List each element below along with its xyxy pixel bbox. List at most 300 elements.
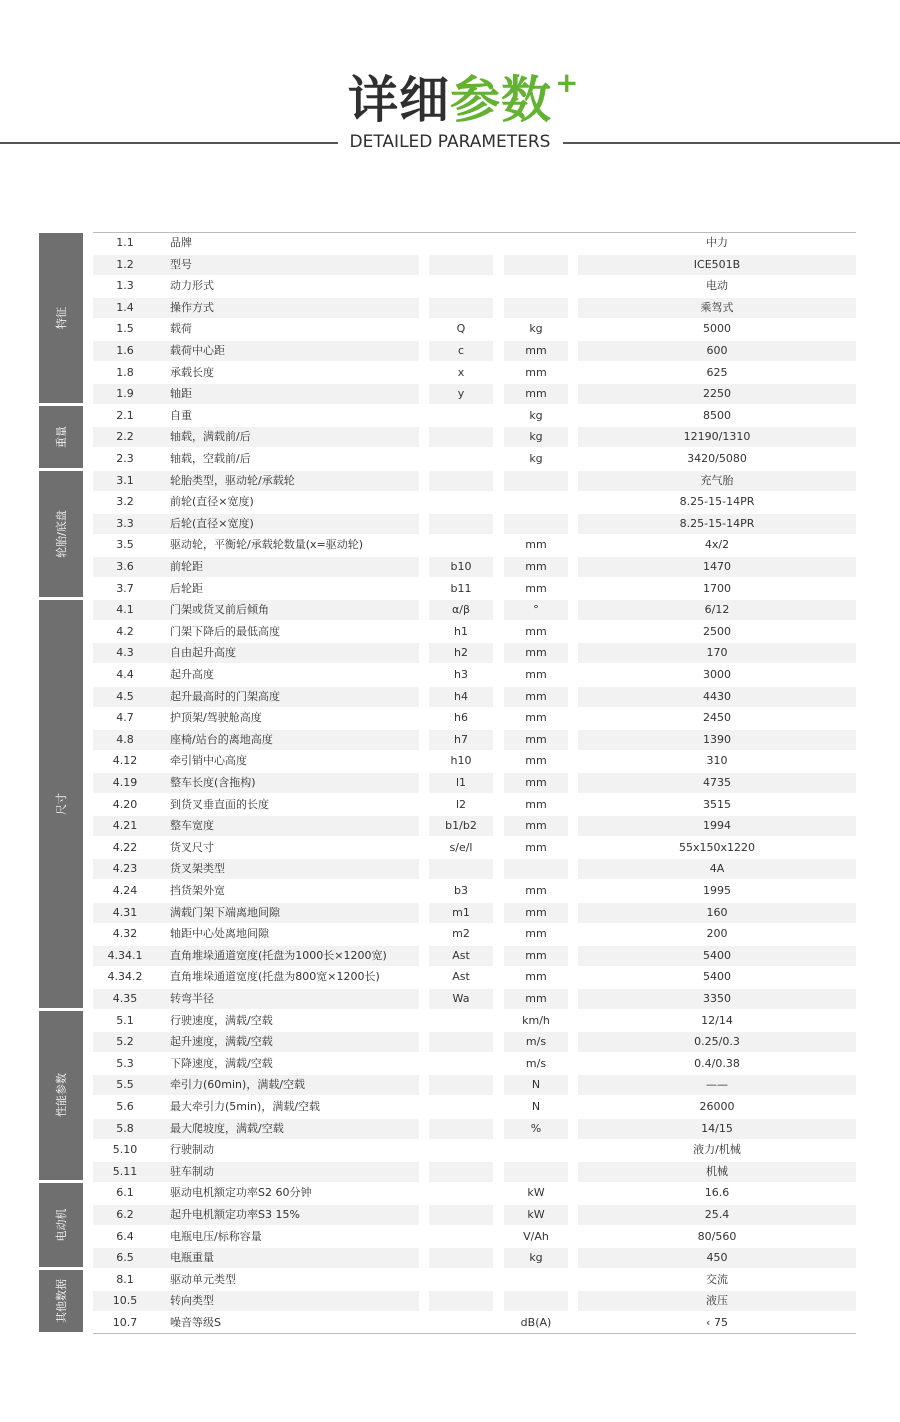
table-row <box>93 383 856 405</box>
param-unit: mm <box>525 365 547 379</box>
param-symbol: h6 <box>454 711 468 725</box>
param-name: 行驶速度，满载/空载 <box>170 1013 273 1027</box>
param-symbol <box>429 276 493 295</box>
param-name: 品牌 <box>170 236 192 249</box>
param-number: 5.10 <box>112 1143 138 1157</box>
param-value: ‹ 75 <box>706 1316 728 1329</box>
param-value: 5400 <box>703 970 731 984</box>
param-unit: kg <box>529 408 543 422</box>
param-unit: mm <box>525 711 547 725</box>
param-number: 1.5 <box>116 322 134 336</box>
table-row <box>93 750 856 772</box>
param-symbol: m2 <box>452 927 470 941</box>
group-label <box>39 471 83 598</box>
param-number: 1.9 <box>116 387 134 401</box>
title-green-part: 参数 <box>450 71 552 129</box>
param-unit <box>504 255 568 274</box>
param-symbol <box>429 1227 493 1246</box>
table-row <box>93 1139 856 1161</box>
param-unit <box>504 859 568 878</box>
param-unit: mm <box>525 776 547 789</box>
param-value: 6/12 <box>704 603 730 617</box>
param-value: 液力/机械 <box>693 1143 741 1157</box>
param-unit: N <box>531 1078 541 1092</box>
param-number: 3.5 <box>116 538 134 552</box>
param-symbol: c <box>457 344 465 357</box>
group-label <box>39 600 83 1007</box>
param-number: 5.6 <box>116 1100 134 1113</box>
param-name: 轴距中心处离地间隙 <box>170 927 269 941</box>
param-name: 牵引销中心高度 <box>170 754 247 768</box>
param-value: 14/15 <box>701 1121 733 1135</box>
param-value: 2450 <box>703 711 731 725</box>
param-name: 前轮(直径×宽度) <box>170 495 254 509</box>
param-symbol <box>429 1075 493 1094</box>
param-symbol <box>429 1011 493 1030</box>
param-unit: mm <box>525 646 547 660</box>
param-symbol: h10 <box>450 754 472 768</box>
table-row <box>93 664 856 686</box>
param-value: 2250 <box>703 387 731 401</box>
param-symbol: Ast <box>452 948 470 962</box>
param-number: 5.11 <box>112 1164 138 1178</box>
param-number: 3.2 <box>116 495 134 509</box>
param-value: 16.6 <box>704 1186 730 1200</box>
param-symbol: y <box>457 387 465 401</box>
param-name: 轴距 <box>170 387 192 401</box>
param-symbol: b10 <box>450 560 472 573</box>
table-row <box>93 1290 856 1312</box>
param-symbol <box>429 1291 493 1310</box>
plus-icon: + <box>555 66 579 99</box>
param-symbol <box>429 1054 493 1073</box>
param-number: 5.8 <box>116 1121 134 1135</box>
param-symbol: b11 <box>450 581 472 595</box>
param-value: 0.4/0.38 <box>694 1056 740 1070</box>
param-unit: m/s <box>525 1056 547 1070</box>
param-unit: mm <box>525 840 547 854</box>
param-name: 轮胎类型，驱动轮/承载轮 <box>170 473 295 487</box>
param-value: 8.25-15-14PR <box>679 516 755 530</box>
param-number: 1.3 <box>116 279 134 293</box>
param-value: 80/560 <box>697 1229 737 1243</box>
table-row <box>93 297 856 319</box>
param-symbol <box>429 1183 493 1202</box>
param-unit <box>504 1140 568 1159</box>
param-value: 中力 <box>706 236 728 249</box>
table-row <box>93 686 856 708</box>
param-symbol <box>429 1248 493 1267</box>
param-number: 2.3 <box>116 452 134 465</box>
param-value: 200 <box>706 927 728 941</box>
table-row <box>93 232 856 254</box>
param-symbol <box>429 427 493 446</box>
param-unit: mm <box>525 884 547 897</box>
param-value: 160 <box>706 905 728 919</box>
param-number: 6.2 <box>116 1208 134 1221</box>
param-value: 1470 <box>703 560 731 573</box>
param-unit: mm <box>525 992 547 1005</box>
table-row <box>93 1074 856 1096</box>
param-unit: kg <box>529 452 543 465</box>
param-unit: kW <box>527 1208 545 1221</box>
param-unit: mm <box>525 948 547 962</box>
param-unit: mm <box>525 927 547 941</box>
table-row <box>93 1010 856 1032</box>
param-value: 0.25/0.3 <box>694 1035 740 1049</box>
param-value: 1995 <box>703 884 731 897</box>
param-unit: kW <box>527 1186 545 1200</box>
param-value: 5000 <box>703 322 731 336</box>
param-symbol: h1 <box>454 624 468 638</box>
param-value: 25.4 <box>704 1208 730 1221</box>
param-name: 自由起升高度 <box>170 646 236 660</box>
param-symbol <box>429 471 493 490</box>
param-number: 4.7 <box>116 711 134 725</box>
param-number: 5.3 <box>116 1056 134 1070</box>
group-label <box>39 233 83 403</box>
param-unit <box>504 1270 568 1289</box>
param-name: 驱动电机额定功率S2 60分钟 <box>170 1186 312 1200</box>
table-row <box>93 599 856 621</box>
param-unit: m/s <box>525 1035 547 1049</box>
param-number: 4.21 <box>112 819 138 833</box>
table-row <box>93 642 856 664</box>
param-name: 转向类型 <box>170 1294 214 1308</box>
param-name: 起升电机额定功率S3 15% <box>170 1208 300 1221</box>
table-row <box>93 318 856 340</box>
table-row <box>93 1312 856 1334</box>
table-row <box>93 1182 856 1204</box>
param-unit: mm <box>525 624 547 638</box>
param-number: 5.5 <box>116 1078 134 1092</box>
table-row <box>93 426 856 448</box>
param-name: 货叉尺寸 <box>170 840 214 854</box>
param-name: 满载门架下端离地间隙 <box>170 905 280 919</box>
param-unit <box>504 1162 568 1181</box>
param-name: 转弯半径 <box>170 992 214 1005</box>
param-number: 10.5 <box>112 1294 138 1308</box>
table-row <box>93 902 856 924</box>
param-name: 行驶制动 <box>170 1143 214 1157</box>
table-bottom-border <box>93 1333 856 1334</box>
param-value: 1994 <box>703 819 731 833</box>
param-value: 12190/1310 <box>683 430 751 444</box>
param-number: 4.5 <box>116 689 134 703</box>
param-name: 电瓶重量 <box>170 1251 214 1265</box>
table-row <box>93 1053 856 1075</box>
param-number: 4.20 <box>112 797 138 811</box>
param-symbol: b1/b2 <box>445 819 477 833</box>
param-symbol: h2 <box>454 646 468 660</box>
table-row <box>93 621 856 643</box>
table-row <box>93 534 856 556</box>
param-number: 4.34.1 <box>107 948 143 962</box>
table-row <box>93 772 856 794</box>
param-number: 4.3 <box>116 646 134 660</box>
param-symbol <box>429 233 493 252</box>
group-label-text: 轮胎/底盘 <box>55 510 68 558</box>
param-symbol: l1 <box>455 776 467 789</box>
param-number: 1.8 <box>116 365 134 379</box>
param-number: 5.2 <box>116 1035 134 1049</box>
param-value: 3420/5080 <box>687 452 747 465</box>
table-row <box>93 362 856 384</box>
param-name: 操作方式 <box>170 300 214 314</box>
param-name: 自重 <box>170 408 192 422</box>
param-value: 26000 <box>699 1100 735 1113</box>
param-unit: N <box>531 1100 541 1113</box>
param-name: 驻车制动 <box>170 1164 214 1178</box>
table-row <box>93 707 856 729</box>
param-value: 电动 <box>706 279 728 293</box>
table-row <box>93 923 856 945</box>
param-value: 170 <box>706 646 728 660</box>
param-unit: mm <box>525 819 547 833</box>
param-unit: kg <box>529 1251 543 1265</box>
group-label <box>39 1183 83 1266</box>
param-unit: mm <box>525 668 547 681</box>
param-value: 5400 <box>703 948 731 962</box>
param-name: 直角堆垛通道宽度(托盘为1000长×1200宽) <box>170 948 387 962</box>
param-value: 4430 <box>703 689 731 703</box>
param-unit: dB(A) <box>520 1316 552 1329</box>
table-row <box>93 858 856 880</box>
param-value: 4x/2 <box>704 538 730 552</box>
param-value: 8.25-15-14PR <box>679 495 755 509</box>
param-number: 10.7 <box>112 1316 138 1329</box>
param-number: 4.31 <box>112 905 138 919</box>
param-number: 4.8 <box>116 732 134 746</box>
param-name: 电瓶电压/标称容量 <box>170 1229 262 1243</box>
param-value: 12/14 <box>701 1013 733 1027</box>
param-unit: V/Ah <box>523 1229 549 1243</box>
table-row <box>93 1118 856 1140</box>
table-row <box>93 1226 856 1248</box>
param-symbol <box>429 1313 493 1332</box>
param-name: 门架下降后的最低高度 <box>170 624 280 638</box>
param-number: 4.12 <box>112 754 138 768</box>
param-value: 310 <box>706 754 728 768</box>
param-symbol <box>429 255 493 274</box>
param-unit: mm <box>525 797 547 811</box>
table-row <box>93 837 856 859</box>
param-value: 8500 <box>703 408 731 422</box>
param-symbol <box>429 449 493 468</box>
param-value: 4735 <box>703 776 731 789</box>
param-symbol <box>429 1205 493 1224</box>
param-symbol: h7 <box>454 732 468 746</box>
param-name: 最大牵引力(5min)，满载/空载 <box>170 1100 321 1113</box>
param-name: 前轮距 <box>170 560 203 573</box>
param-symbol: b3 <box>454 884 468 897</box>
param-value: 液压 <box>706 1294 728 1308</box>
table-row <box>93 491 856 513</box>
param-name: 整车宽度 <box>170 819 214 833</box>
param-symbol: Ast <box>452 970 470 984</box>
param-symbol <box>429 514 493 533</box>
param-number: 4.1 <box>116 603 134 617</box>
param-unit: mm <box>525 344 547 357</box>
param-number: 1.1 <box>116 236 134 249</box>
param-name: 起升高度 <box>170 668 214 681</box>
param-unit: mm <box>525 970 547 984</box>
param-symbol <box>429 1140 493 1159</box>
param-number: 6.1 <box>116 1186 134 1200</box>
param-number: 2.1 <box>116 408 134 422</box>
group-label-text: 尺寸 <box>55 792 68 815</box>
table-row <box>93 729 856 751</box>
param-value: 机械 <box>706 1164 728 1178</box>
table-row <box>93 945 856 967</box>
param-value: ICE501B <box>693 257 741 271</box>
param-name: 下降速度，满载/空载 <box>170 1056 273 1070</box>
param-number: 4.22 <box>112 840 138 854</box>
param-symbol <box>429 492 493 511</box>
group-label <box>39 1270 83 1332</box>
param-unit <box>504 471 568 490</box>
page-title <box>0 70 900 130</box>
table-row <box>93 794 856 816</box>
param-number: 4.4 <box>116 668 134 681</box>
table-row <box>93 275 856 297</box>
group-label-text: 特征 <box>55 306 68 329</box>
param-name: 后轮(直径×宽度) <box>170 516 254 530</box>
param-name: 轴载，满载前/后 <box>170 430 251 444</box>
param-number: 1.2 <box>116 257 134 271</box>
table-row <box>93 1247 856 1269</box>
param-name: 噪音等级S <box>170 1316 221 1329</box>
param-unit: mm <box>525 538 547 552</box>
param-unit: mm <box>525 732 547 746</box>
group-label-text: 重量 <box>55 425 68 448</box>
param-value: 1700 <box>703 581 731 595</box>
param-unit <box>504 492 568 511</box>
param-value: 3000 <box>703 668 731 681</box>
param-number: 3.7 <box>116 581 134 595</box>
param-name: 驱动单元类型 <box>170 1272 236 1286</box>
param-symbol <box>429 1270 493 1289</box>
param-name: 起升最高时的门架高度 <box>170 689 280 703</box>
page-subtitle: DETAILED PARAMETERS <box>349 132 551 152</box>
param-number: 4.24 <box>112 884 138 897</box>
param-unit: mm <box>525 581 547 595</box>
header-divider-right <box>563 142 900 144</box>
param-value: 充气胎 <box>700 473 734 487</box>
group-label-text: 电动机 <box>55 1208 68 1242</box>
param-value: 4A <box>709 862 725 876</box>
param-name: 门架或货叉前后倾角 <box>170 603 269 617</box>
param-symbol <box>429 1097 493 1116</box>
param-unit: mm <box>525 754 547 768</box>
table-row <box>93 405 856 427</box>
param-unit <box>504 233 568 252</box>
table-row <box>93 1269 856 1291</box>
param-symbol: Q <box>456 322 466 336</box>
group-label-text: 其他数据 <box>55 1278 68 1323</box>
param-name: 型号 <box>170 257 192 271</box>
param-name: 载荷 <box>170 322 192 336</box>
param-value: 交流 <box>706 1272 728 1286</box>
param-symbol: h4 <box>454 689 468 703</box>
param-symbol <box>429 1032 493 1051</box>
param-number: 3.1 <box>116 473 134 487</box>
table-row <box>93 1031 856 1053</box>
param-unit: % <box>530 1121 542 1135</box>
param-number: 6.5 <box>116 1251 134 1265</box>
param-name: 护顶架/驾驶舱高度 <box>170 711 262 725</box>
param-name: 牵引力(60min)，满载/空载 <box>170 1078 306 1092</box>
param-number: 1.6 <box>116 344 134 357</box>
table-row <box>93 513 856 535</box>
param-symbol <box>429 535 493 554</box>
param-name: 承载长度 <box>170 365 214 379</box>
param-unit: ° <box>533 603 539 617</box>
param-number: 1.4 <box>116 300 134 314</box>
param-unit <box>504 276 568 295</box>
param-number: 4.23 <box>112 862 138 876</box>
param-name: 直角堆垛通道宽度(托盘为800宽×1200长) <box>170 970 380 984</box>
param-name: 载荷中心距 <box>170 344 225 357</box>
param-number: 3.3 <box>116 516 134 530</box>
param-unit <box>504 298 568 317</box>
param-value: 乘驾式 <box>700 300 734 314</box>
table-row <box>93 988 856 1010</box>
page-header <box>0 0 900 200</box>
param-symbol: Wa <box>452 992 470 1005</box>
param-symbol <box>429 859 493 878</box>
param-name: 轴载，空载前/后 <box>170 452 251 465</box>
param-value: 625 <box>706 365 728 379</box>
title-dark-part: 详细 <box>348 71 450 129</box>
param-value: 600 <box>706 344 728 357</box>
param-unit: kg <box>529 322 543 336</box>
table-row <box>93 340 856 362</box>
group-label <box>39 406 83 468</box>
param-unit: mm <box>525 560 547 573</box>
param-name: 整车长度(含拖构) <box>170 776 256 789</box>
param-unit: mm <box>525 689 547 703</box>
param-symbol: x <box>457 365 465 379</box>
table-row <box>93 556 856 578</box>
param-name: 到货叉垂直面的长度 <box>170 797 269 811</box>
param-name: 起升速度，满载/空载 <box>170 1035 273 1049</box>
param-value: 55x150x1220 <box>678 840 755 854</box>
table-row <box>93 966 856 988</box>
param-name: 最大爬坡度，满载/空载 <box>170 1121 284 1135</box>
table-row <box>93 1161 856 1183</box>
table-row <box>93 1204 856 1226</box>
param-number: 4.32 <box>112 927 138 941</box>
param-unit: km/h <box>522 1013 550 1027</box>
param-value: 3350 <box>703 992 731 1005</box>
param-name: 挡货架外宽 <box>170 884 225 897</box>
param-symbol: m1 <box>452 905 470 919</box>
param-name: 座椅/站台的离地高度 <box>170 732 273 746</box>
param-symbol <box>429 1162 493 1181</box>
param-name: 后轮距 <box>170 581 203 595</box>
param-unit: mm <box>525 905 547 919</box>
param-symbol: s/e/l <box>449 840 473 854</box>
param-symbol: α/β <box>452 603 470 617</box>
param-symbol <box>429 406 493 425</box>
param-symbol <box>429 298 493 317</box>
group-label-text: 性能参数 <box>55 1073 68 1118</box>
param-unit: kg <box>529 430 543 444</box>
param-number: 2.2 <box>116 430 134 444</box>
param-number: 4.2 <box>116 624 134 638</box>
group-label <box>39 1011 83 1181</box>
